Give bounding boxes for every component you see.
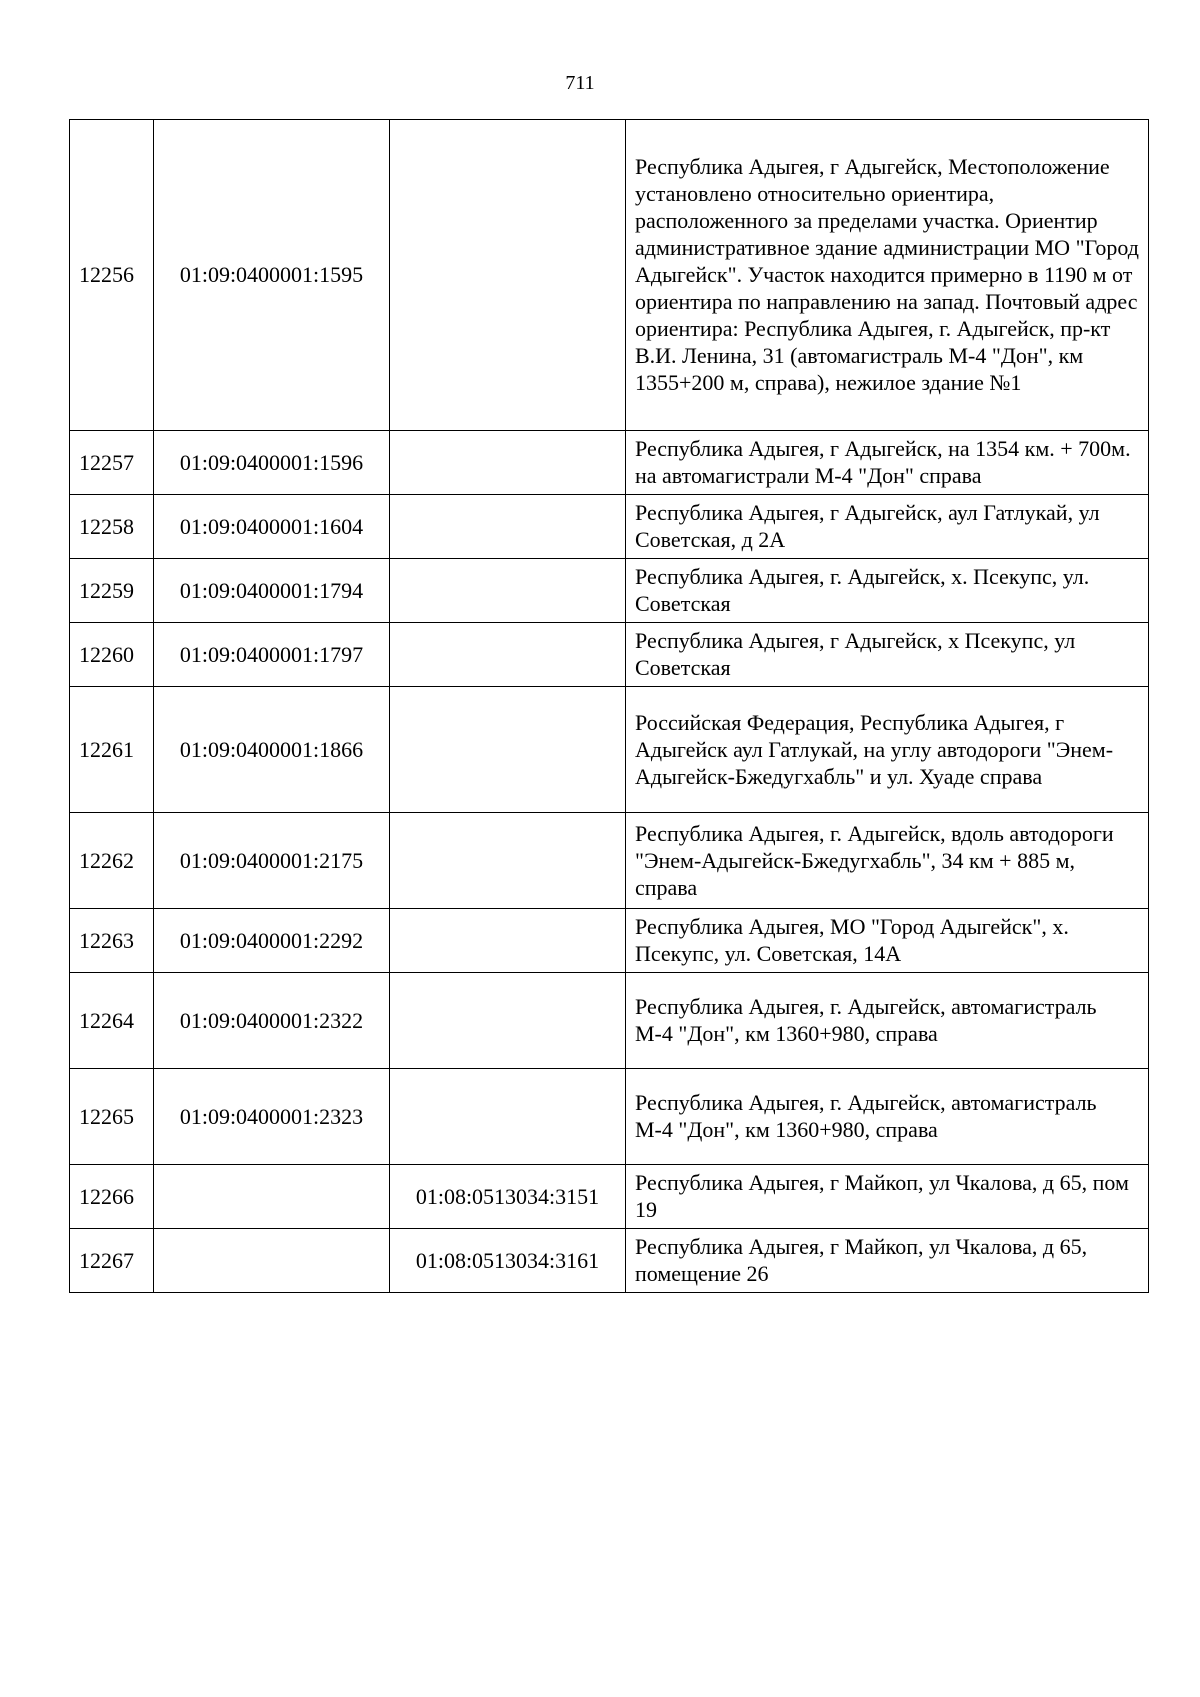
cadastral-other-cell <box>390 1069 626 1165</box>
table-row <box>70 973 1149 1069</box>
address-cell: Республика Адыгея, г. Адыгейск, вдоль автодороги "Энем-Адыгейск-Бжедугхабль", 34 км + 885 м, справа <box>626 813 1149 909</box>
address-cell: Республика Адыгея, г. Адыгейск, автомагистраль М-4 "Дон", км 1360+980, справа <box>626 973 1149 1069</box>
row-number-cell: 12258 <box>70 495 154 559</box>
table-row <box>70 431 1149 495</box>
address-cell: Республика Адыгея, г Адыгейск, х Псекупс, ул Советская <box>626 623 1149 687</box>
table-row <box>70 120 1149 431</box>
address-cell: Республика Адыгея, г Майкоп, ул Чкалова, д 65, пом 19 <box>626 1165 1149 1229</box>
cadastral-number-cell: 01:09:0400001:2322 <box>154 973 390 1069</box>
row-number-cell: 12262 <box>70 813 154 909</box>
cadastral-other-cell <box>390 431 626 495</box>
cadastral-other-cell: 01:08:0513034:3161 <box>390 1229 626 1293</box>
cadastral-number-cell: 01:09:0400001:1604 <box>154 495 390 559</box>
table-row <box>70 1229 1149 1293</box>
row-number-cell: 12261 <box>70 687 154 813</box>
address-cell: Республика Адыгея, г Адыгейск, аул Гатлукай, ул Советская, д 2А <box>626 495 1149 559</box>
cadastral-number-cell: 01:09:0400001:1866 <box>154 687 390 813</box>
cadastral-number-cell: 01:09:0400001:2323 <box>154 1069 390 1165</box>
row-number-cell: 12256 <box>70 120 154 431</box>
row-number-cell: 12264 <box>70 973 154 1069</box>
table-row <box>70 1069 1149 1165</box>
cadastral-number-cell <box>154 1229 390 1293</box>
row-number-cell: 12263 <box>70 909 154 973</box>
address-cell: Республика Адыгея, г. Адыгейск, автомагистраль М-4 "Дон", км 1360+980, справа <box>626 1069 1149 1165</box>
cadastral-number-cell <box>154 1165 390 1229</box>
row-number-cell: 12267 <box>70 1229 154 1293</box>
table-row <box>70 495 1149 559</box>
cadastral-other-cell <box>390 973 626 1069</box>
cadastral-other-cell: 01:08:0513034:3151 <box>390 1165 626 1229</box>
row-number-cell: 12266 <box>70 1165 154 1229</box>
cadastral-number-cell: 01:09:0400001:1797 <box>154 623 390 687</box>
cadastral-other-cell <box>390 813 626 909</box>
table-row <box>70 559 1149 623</box>
table-row <box>70 1165 1149 1229</box>
row-number-cell: 12257 <box>70 431 154 495</box>
cadastral-other-cell <box>390 687 626 813</box>
address-cell: Республика Адыгея, г Адыгейск, на 1354 км. + 700м. на автомагистрали М-4 "Дон" справа <box>626 431 1149 495</box>
address-cell: Республика Адыгея, МО "Город Адыгейск", х. Псекупс, ул. Советская, 14А <box>626 909 1149 973</box>
cadastral-number-cell: 01:09:0400001:1596 <box>154 431 390 495</box>
cadastral-number-cell: 01:09:0400001:2292 <box>154 909 390 973</box>
address-cell: Республика Адыгея, г Майкоп, ул Чкалова, д 65, помещение 26 <box>626 1229 1149 1293</box>
address-cell: Республика Адыгея, г. Адыгейск, х. Псекупс, ул. Советская <box>626 559 1149 623</box>
cadastral-other-cell <box>390 495 626 559</box>
row-number-cell: 12259 <box>70 559 154 623</box>
cadastral-other-cell <box>390 623 626 687</box>
cadastral-number-cell: 01:09:0400001:1595 <box>154 120 390 431</box>
cadastral-number-cell: 01:09:0400001:1794 <box>154 559 390 623</box>
row-number-cell: 12260 <box>70 623 154 687</box>
cadastral-number-cell: 01:09:0400001:2175 <box>154 813 390 909</box>
cadastral-other-cell <box>390 909 626 973</box>
page-number: 711 <box>565 72 595 94</box>
cadastral-other-cell <box>390 559 626 623</box>
address-cell: Российская Федерация, Республика Адыгея, г Адыгейск аул Гатлукай, на углу автодороги "Энем-Адыгейск-Бжедугхабль" и ул. Хуаде справа <box>626 687 1149 813</box>
cadastral-other-cell <box>390 120 626 431</box>
registry-table <box>69 119 1149 1293</box>
table-row <box>70 687 1149 813</box>
address-cell: Республика Адыгея, г Адыгейск, Местоположение установлено относительно ориентира, расположенного за пределами участка. Ориентир административное здание администрации МО "Город Адыгейск". Участок находится примерно в 1190 м от ориентира по направлению на запад. Почтовый адрес ориентира: Республика Адыгея, г. Адыгейск, пр-кт В.И. Ленина, 31 (автомагистраль М-4 "Дон", км 1355+200 м, справа), нежилое здание №1 <box>626 120 1149 431</box>
table-row <box>70 909 1149 973</box>
row-number-cell: 12265 <box>70 1069 154 1165</box>
table-row <box>70 623 1149 687</box>
table-row <box>70 813 1149 909</box>
